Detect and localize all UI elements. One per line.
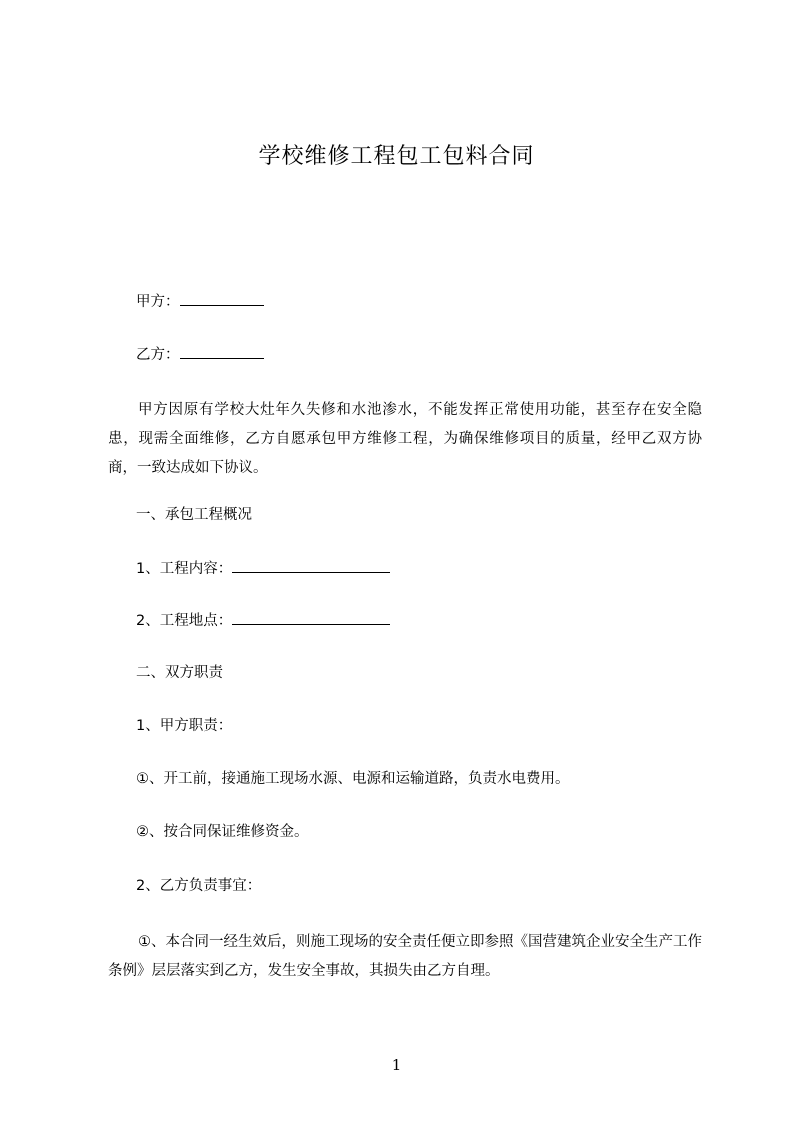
intro-paragraph: 甲方因原有学校大灶年久失修和水池渗水，不能发挥正常使用功能，甚至存在安全隐患，现需全面维修，乙方自愿承包甲方维修工程，为确保维修项目的质量，经甲乙双方协商，一致达成如下协议。 xyxy=(108,402,702,476)
item-2-1-b: ②、按合同保证维修资金。 xyxy=(136,824,309,840)
party-b-blank xyxy=(180,344,264,359)
item-2-1-a: ①、开工前，接通施工现场水源、电源和运输道路，负责水电费用。 xyxy=(136,771,570,787)
item-2-2-heading: 2、乙方负责事宜： xyxy=(136,878,262,894)
party-a-blank xyxy=(180,291,264,306)
section2-heading: 二、双方职责 xyxy=(136,665,223,681)
item-2-2-a: ①、本合同一经生效后，则施工现场的安全责任便立即参照《国营建筑企业安全生产工作条例》层层落实到乙方，发生安全事故，其损失由乙方自理。 xyxy=(108,934,702,979)
party-a-line xyxy=(136,291,264,312)
party-a-label: 甲方： xyxy=(136,294,180,310)
item-1-2-blank xyxy=(232,610,390,625)
item-2-1-heading: 1、甲方职责： xyxy=(136,718,233,734)
party-b-line xyxy=(136,344,264,365)
item-1-2-label: 2、工程地点： xyxy=(136,613,233,629)
document-title: 学校维修工程包工包料合同 xyxy=(258,144,535,169)
item-1-1-line xyxy=(136,558,390,579)
section1-heading: 一、承包工程概况 xyxy=(136,507,252,523)
item-1-1-blank xyxy=(232,558,390,573)
item-1-2-line xyxy=(136,610,390,631)
page-number: 1 xyxy=(391,1056,402,1074)
item-1-1-label: 1、工程内容： xyxy=(136,561,233,577)
party-b-label: 乙方： xyxy=(136,347,180,363)
